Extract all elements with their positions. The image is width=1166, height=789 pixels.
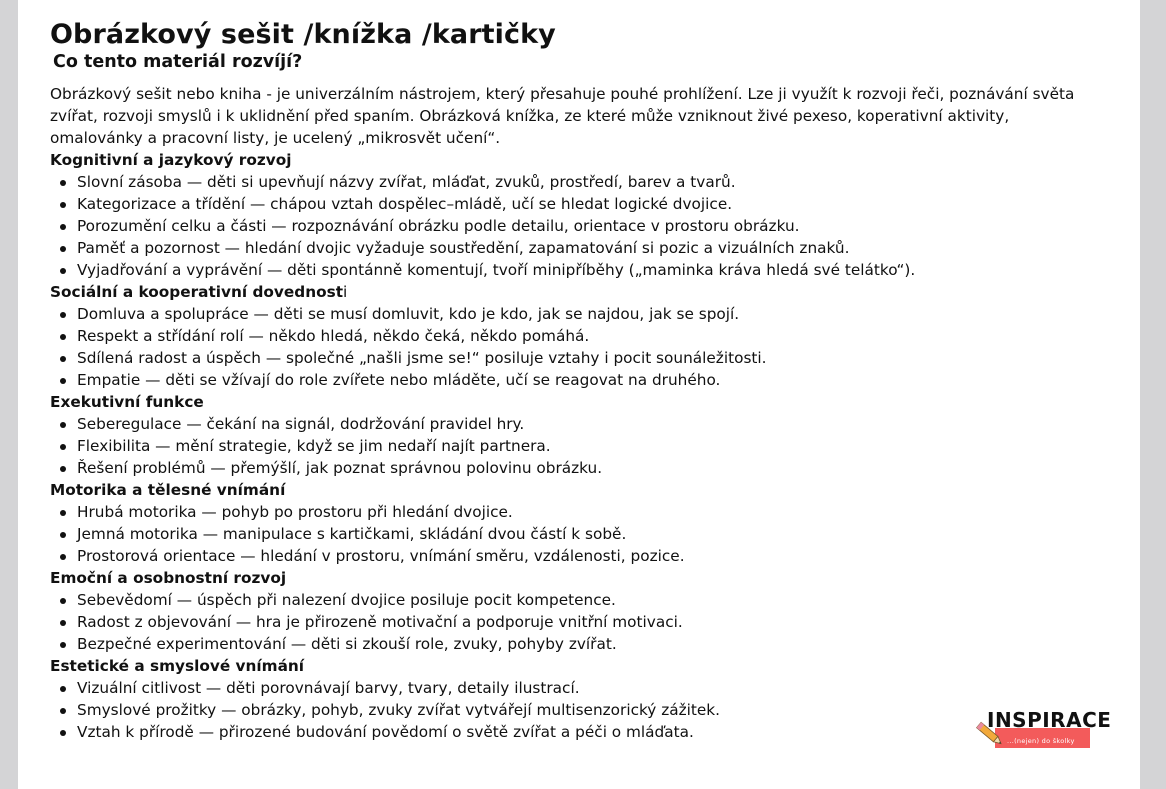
bullet-list [50,413,1100,479]
section-emotional [50,567,1100,655]
list-item: Kategorizace a třídění — chápou vztah dospělec–mládě, učí se hledat logické dvojice. [50,193,1100,215]
section-title: Kognitivní a jazykový rozvoj [50,151,292,169]
section-cognitive [50,149,1100,281]
bullet-list [50,677,1100,743]
logo-word: INSPIRACE [987,708,1112,732]
list-item: Sebevědomí — úspěch při nalezení dvojice posiluje pocit kompetence. [50,589,1100,611]
section-executive [50,391,1100,479]
section-title: Exekutivní funkce [50,393,204,411]
list-item: Flexibilita — mění strategie, když se jim nedaří najít partnera. [50,435,1100,457]
list-item: Empatie — děti se vžívají do role zvířete nebo mláděte, učí se reagovat na druhého. [50,369,1100,391]
section-title: Estetické a smyslové vnímání [50,657,305,675]
list-item: Smyslové prožitky — obrázky, pohyb, zvuky zvířat vytvářejí multisenzorický zážitek. [50,699,1100,721]
bullet-list [50,171,1100,281]
bullet-list [50,501,1100,567]
list-item: Bezpečné experimentování — děti si zkouší role, zvuky, pohyby zvířat. [50,633,1100,655]
list-item: Radost z objevování — hra je přirozeně motivační a podporuje vnitřní motivaci. [50,611,1100,633]
list-item: Vztah k přírodě — přirozené budování povědomí o světě zvířat a péči o mláďata. [50,721,1100,743]
document-content [50,16,1100,743]
inspirace-logo [973,708,1112,752]
section-social [50,281,1100,391]
document-page [18,0,1140,789]
list-item: Řešení problémů — přemýšlí, jak poznat správnou polovinu obrázku. [50,457,1100,479]
list-item: Slovní zásoba — děti si upevňují názvy zvířat, mláďat, zvuků, prostředí, barev a tvarů. [50,171,1100,193]
section-title-tail: i [343,283,348,301]
list-item: Respekt a střídání rolí — někdo hledá, někdo čeká, někdo pomáhá. [50,325,1100,347]
list-item: Domluva a spolupráce — děti se musí domluvit, kdo je kdo, jak se najdou, jak se spojí. [50,303,1100,325]
section-title: Motorika a tělesné vnímání [50,481,286,499]
logo-tagline: ...(nejen) do školky [1007,737,1075,745]
list-item: Paměť a pozornost — hledání dvojic vyžaduje soustředění, zapamatování si pozic a vizuálních znaků. [50,237,1100,259]
intro-paragraph: Obrázkový sešit nebo kniha - je univerzálním nástrojem, který přesahuje pouhé prohlížení. Lze ji využít k rozvoji řeči, poznávání světa zvířat, rozvoji smyslů i k uklidnění před spaním. Obrázková knížka, ze které může vzniknout živé pexeso, koperativní aktivity, omalovánky a pracovní listy, je ucelený „mikrosvět učení“. [50,85,1075,147]
list-item: Vizuální citlivost — děti porovnávají barvy, tvary, detaily ilustrací. [50,677,1100,699]
bullet-list [50,589,1100,655]
section-motor [50,479,1100,567]
bullet-list [50,303,1100,391]
list-item: Seberegulace — čekání na signál, dodržování pravidel hry. [50,413,1100,435]
page-title: Obrázkový sešit /knížka /kartičky [50,19,556,50]
section-title [50,281,1100,303]
list-item: Sdílená radost a úspěch — společné „našli jsme se!“ posiluje vztahy i pocit sounáležitosti. [50,347,1100,369]
list-item: Hrubá motorika — pohyb po prostoru při hledání dvojice. [50,501,1100,523]
section-aesthetic [50,655,1100,743]
section-title-text: Sociální a kooperativní dovednost [50,283,344,301]
list-item: Vyjadřování a vyprávění — děti spontánně komentují, tvoří minipříběhy („maminka kráva hledá své telátko“). [50,259,1100,281]
section-title: Emoční a osobnostní rozvoj [50,569,287,587]
list-item: Jemná motorika — manipulace s kartičkami, skládání dvou částí k sobě. [50,523,1100,545]
page-subtitle: Co tento materiál rozvíjí? [53,52,303,72]
list-item: Porozumění celku a části — rozpoznávání obrázku podle detailu, orientace v prostoru obrázku. [50,215,1100,237]
list-item: Prostorová orientace — hledání v prostoru, vnímání směru, vzdálenosti, pozice. [50,545,1100,567]
